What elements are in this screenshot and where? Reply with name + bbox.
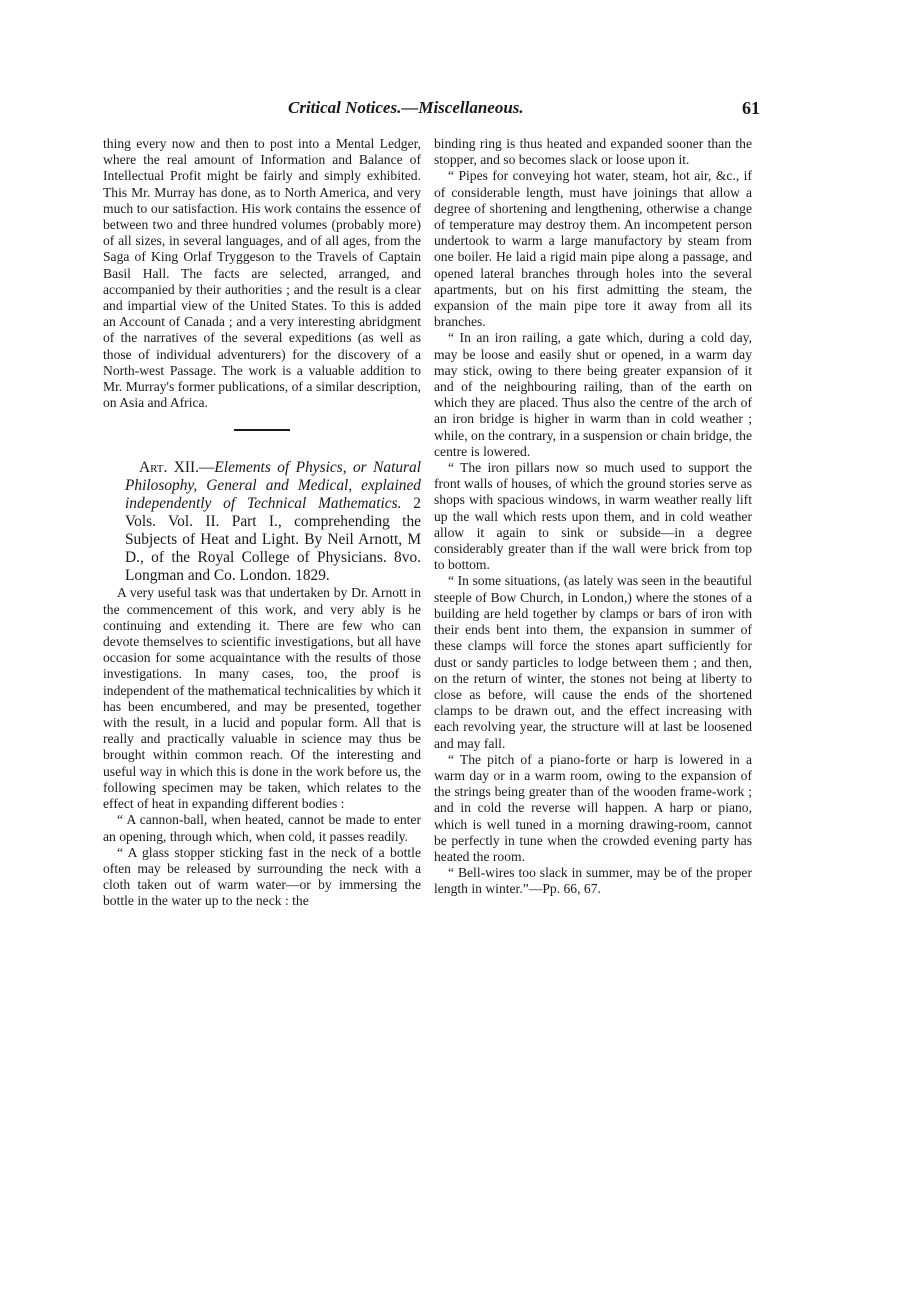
right-column: [434, 136, 752, 898]
paragraph-continued: binding ring is thus heated and expanded sooner than the stopper, and so becomes slack or loose upon it.: [434, 136, 752, 168]
left-column: [103, 136, 421, 910]
article-heading: [103, 459, 421, 585]
quote-paragraph: “ The pitch of a piano-forte or harp is lowered in a warm day or in a warm room, owing to the expansion of the strings being greater than of the wooden frame-work ; and in cold the reverse will happen. A harp or piano, which is well tuned in a morning drawing-room, cannot be perfectly in tune when the crowded evening party has heated the room.: [434, 751, 752, 864]
page-number: 61: [742, 98, 760, 118]
paragraph: A very useful task was that undertaken by Dr. Arnott in the commencement of this work, and very ably is he continuing and extending it. There are few who can devote themselves to scientific investigations, but all have occasion for some acquaintance with the results of those investigations. In many cases, too, the proof is independent of the mathematical technicalities by which it has been encumbered, and may be presented, together with the result, in a lucid and popular form. All that is really and practically valuable in science may thus be brought within common reach. Of the interesting and useful way in which this is done in the work before us, the following specimen may be taken, which relates to the effect of heat in expanding different bodies :: [103, 585, 421, 812]
quote-paragraph: “ In some situations, (as lately was seen in the beautiful steeple of Bow Church, in London,) where the stones of a building are held together by clamps or bars of iron with their ends bent into them, the expansion in summer of these clamps will force the stones apart sufficiently for dust or sandy particles to lodge between them ; and then, on the return of winter, the stones not being at liberty to close as before, will cause the ends of the shortened clamps to be drawn out, and the effect increasing with each revolving year, the structure will at last be loosened and may fall.: [434, 573, 752, 751]
article-details: 2 Vols. Vol. II. Part I., comprehending the Subjects of Heat and Light. By Neil Arnott, M D., of the Royal College of Physicians. 8vo. Longman and Co. London. 1829.: [125, 495, 421, 585]
section-divider: [234, 429, 290, 431]
article-number: Art. XII.—: [139, 459, 215, 477]
quote-paragraph: “ Bell-wires too slack in summer, may be of the proper length in winter.”—Pp. 66, 67.: [434, 865, 752, 897]
quote-paragraph: “ A cannon-ball, when heated, cannot be made to enter an opening, through which, when cold, it passes readily.: [103, 812, 421, 844]
quote-paragraph: “ In an iron railing, a gate which, during a cold day, may be loose and easily shut or opened, in a warm day may stick, owing to there being greater expansion of it and of the neighbouring railing, than of the earth on which they are placed. Thus also the centre of the arch of an iron bridge is higher in warm than in cold weather ; while, on the contrary, in a suspension or chain bridge, the centre is lowered.: [434, 330, 752, 459]
article-title: Elements of Physics, or Natural Philosophy, General and Medical, explained independently of Technical Mathematics.: [125, 459, 421, 513]
quote-paragraph: “ A glass stopper sticking fast in the neck of a bottle often may be released by surrounding the neck with a cloth taken out of warm water—or by immersing the bottle in the water up to the neck : the: [103, 844, 421, 909]
paragraph-continued: thing every now and then to post into a Mental Ledger, where the real amount of Information and Balance of Intellectual Profit might be fairly and simply exhibited. This Mr. Murray has done, as to North America, and very much to our satisfaction. His work contains the essence of between two and three hundred volumes (probably more) of all sizes, in several languages, and of all ages, from the Saga of King Orlaf Tryggeson to the Travels of Captain Basil Hall. The facts are selected, arranged, and accompanied by their authorities ; and the result is a clear and impartial view of the United States. To this is added an Account of Canada ; and a very interesting abridgment of the narratives of the several expeditions (as well as those of individual adventurers) for the discovery of a North-west Passage. The work is a valuable addition to Mr. Murray's former publications, of a similar description, on Asia and Africa.: [103, 136, 421, 411]
quote-paragraph: “ The iron pillars now so much used to support the front walls of houses, of which the ground stories serve as shops with spacious windows, in warm weather really lift up the wall which rests upon them, and in cold weather allow it again to sink or subside—in a degree considerably greater than if the wall were brick from top to bottom.: [434, 460, 752, 573]
quote-paragraph: “ Pipes for conveying hot water, steam, hot air, &c., if of considerable length, must have joinings that allow a degree of shortening and lengthening, otherwise a change of temperature may destroy them. An incompetent person undertook to warm a large manufactory by steam from one boiler. He laid a rigid main pipe along a passage, and opened lateral branches through holes into the several apartments, but on his first admitting the steam, the expansion of the main pipe tore it away from all its branches.: [434, 168, 752, 330]
running-title: Critical Notices.—Miscellaneous.: [288, 98, 524, 117]
running-head: [100, 98, 760, 124]
